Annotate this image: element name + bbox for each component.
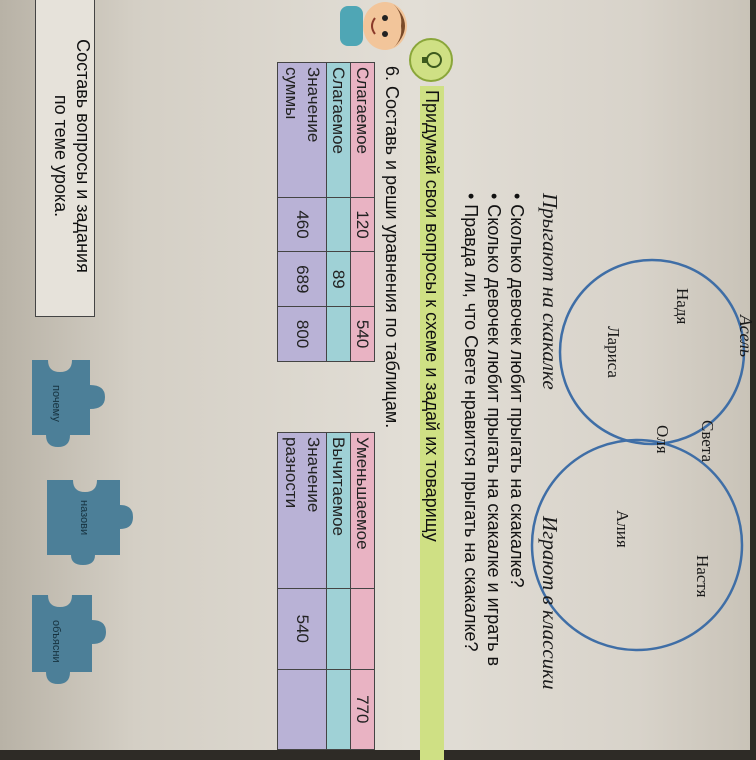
table-cell: 120 [351, 197, 375, 252]
table-cell [351, 252, 375, 307]
puzzle-piece-icon [30, 590, 110, 685]
venn-name: Настя [693, 555, 712, 598]
venn-name: Лариса [604, 326, 623, 378]
venn-left-title: Прыгают на скакалке [538, 193, 562, 390]
task-banner: Придумай свои вопросы к схеме и задай их товарищу [420, 86, 444, 760]
table-cell: 800 [278, 307, 327, 362]
table-cell [327, 589, 351, 669]
table-cell [327, 307, 351, 362]
venn-right-circle [532, 440, 742, 650]
table-row [351, 63, 375, 362]
venn-right-title: Играют в классики [538, 516, 562, 690]
lightbulb-icon [409, 38, 453, 82]
sum-label-line1: Значение [304, 67, 323, 143]
table-cell [278, 669, 327, 749]
table-cell: 689 [278, 252, 327, 307]
venn-name: Алия [613, 510, 632, 548]
sum-label-line2: суммы [282, 67, 301, 120]
venn-name: Света [698, 420, 717, 462]
table-cell [278, 433, 327, 589]
venn-name: Надя [673, 288, 692, 325]
table-cell [278, 63, 327, 198]
table-cell [351, 589, 375, 669]
table-cell: 460 [278, 197, 327, 252]
puzzle-piece-icon [45, 470, 135, 565]
topic-box-line2: по теме урока. [51, 94, 71, 218]
venn-left-circle [560, 260, 744, 444]
venn-top-label: Асель [736, 315, 756, 358]
puzzle-label: назови [78, 500, 90, 536]
table-row [327, 433, 351, 750]
topic-box [35, 0, 95, 317]
question-item: • Сколько девочек любит прыгать на скакалке и играть в [484, 193, 504, 667]
sum-table [277, 62, 375, 362]
table-cell [327, 669, 351, 749]
table-cell: 540 [278, 589, 327, 669]
table-cell: 770 [351, 669, 375, 749]
table-cell: Слагаемое [327, 63, 351, 198]
task6-heading: 6. Составь и реши уравнения по таблицам. [382, 66, 402, 429]
diff-label-line1: Значение [304, 437, 323, 513]
topic-box-line1: Составь вопросы и задания [73, 39, 93, 273]
diff-label-line2: разности [282, 437, 301, 509]
table-row [351, 433, 375, 750]
table-cell [327, 197, 351, 252]
table-cell: 540 [351, 307, 375, 362]
table-row [278, 433, 327, 750]
puzzle-piece-icon [30, 355, 110, 450]
table-row [278, 63, 327, 362]
question-item: • Правда ли, что Свете нравится прыгать на скакалке? [461, 193, 481, 652]
question-item: • Сколько девочек любит прыгать на скакалке? [507, 193, 527, 588]
table-cell: Вычитаемое [327, 433, 351, 589]
table-cell: 89 [327, 252, 351, 307]
table-row [327, 63, 351, 362]
difference-table [277, 432, 375, 750]
table-cell: Уменьшаемое [351, 433, 375, 589]
puzzle-label: объясни [50, 620, 62, 663]
puzzle-label: почему [50, 385, 62, 422]
cartoon-boy-illustration [340, 0, 415, 60]
table-cell: Слагаемое [351, 63, 375, 198]
venn-name: Оля [653, 425, 672, 454]
